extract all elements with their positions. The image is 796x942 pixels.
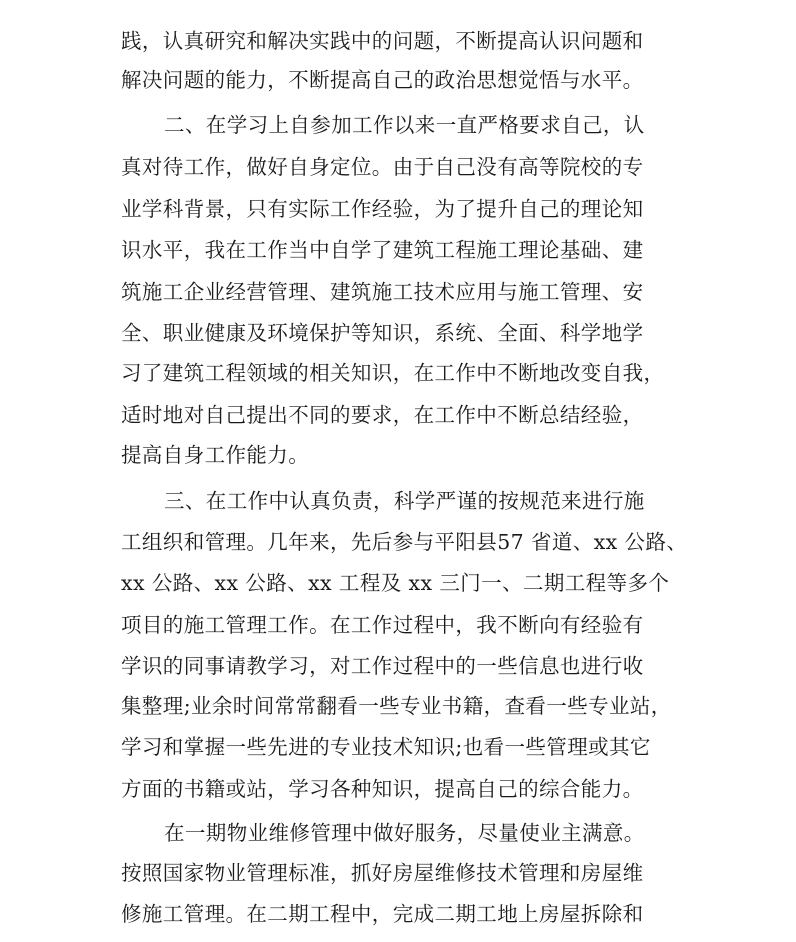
text-line-12: 三、在工作中认真负责，科学严谨的按规范来进行施 [164,489,645,513]
text-line-17: 集整理;业余时间常常翻看一些专业书籍，查看一些专业站， [121,694,672,718]
text-line-2: 解决问题的能力，不断提高自己的政治思想觉悟与水平。 [121,68,644,92]
text-line-6: 识水平，我在工作当中自学了建筑工程施工理论基础、建 [121,238,644,262]
text-line-20: 在一期物业维修管理中做好服务，尽量使业主满意。 [164,821,645,845]
text-line-16: 学识的同事请教学习，对工作过程中的一些信息也进行收 [121,654,644,678]
text-line-10: 适时地对自己提出不同的要求，在工作中不断总结经验， [121,403,644,427]
text-line-3: 二、在学习上自参加工作以来一直严格要求自己，认 [164,113,645,137]
text-line-9: 习了建筑工程领域的相关知识，在工作中不断地改变自我， [121,361,665,385]
text-line-18: 学习和掌握一些先进的专业技术知识;也看一些管理或其它 [121,735,651,759]
text-line-4: 真对待工作，做好自身定位。由于自己没有高等院校的专 [121,155,644,179]
text-line-11: 提高自身工作能力。 [121,443,310,467]
text-line-21: 按照国家物业管理标准，抓好房屋维修技术管理和房屋维 [121,861,644,885]
text-line-22: 修施工管理。在二期工程中，完成二期工地上房屋拆除和 [121,902,644,926]
text-line-1: 践，认真研究和解决实践中的问题，不断提高认识问题和 [121,29,644,53]
text-line-14: xx 公路、xx 公路、xx 工程及 xx 三门一、二期工程等多个 [121,571,670,595]
text-line-19: 方面的书籍或站，学习各种知识，提高自己的综合能力。 [121,777,644,801]
text-line-13: 工组织和管理。几年来，先后参与平阳县57 省道、xx 公路、 [121,530,688,554]
text-line-7: 筑施工企业经营管理、建筑施工技术应用与施工管理、安 [121,280,644,304]
text-line-8: 全、职业健康及环境保护等知识，系统、全面、科学地学 [121,321,644,345]
text-line-15: 项目的施工管理工作。在工作过程中，我不断向有经验有 [121,613,644,637]
text-line-5: 业学科背景，只有实际工作经验，为了提升自己的理论知 [121,197,644,221]
